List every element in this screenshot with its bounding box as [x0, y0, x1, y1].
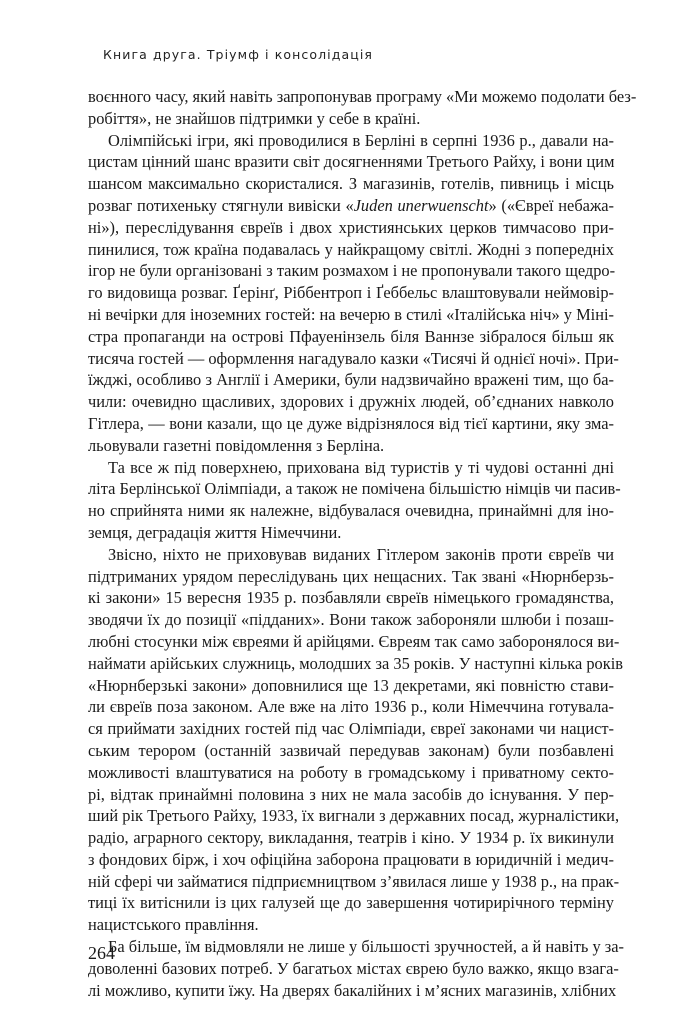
text-line: цистам цінний шанс вразити світ досягненнями Третього Райху, і вони цим — [88, 152, 615, 172]
text-line: ським терором (останній зазвичай передував законам) були позбавлені — [88, 740, 614, 760]
text-line: Звісно, ніхто не приховував виданих Гітлером законів проти євреїв чи — [108, 544, 614, 564]
text-line: чили: очевидно щасливих, здорових і дружніх людей, об’єднаних навколо — [88, 392, 614, 412]
text-line: любні стосунки між євреями й арійцями. Євреям так само заборонялося ви- — [88, 631, 620, 651]
page-number: 264 — [88, 943, 115, 963]
text-line: ший рік Третього Райху, 1933, їх вигнали з державних посад, журналістики, — [88, 806, 620, 826]
text-line: «Нюрнберзькі закони» доповнилися ще 13 декретами, які повністю стави- — [88, 675, 614, 695]
text-line: наймати арійських служниць, молодших за 35 років. У наступні кілька років — [88, 653, 623, 673]
text-line: ні вечірки для іноземних гостей: на вечерю в стилі «Італійська ніч» у Міні- — [88, 304, 614, 324]
text-line: пинилися, тож країна подавалась у найкращому світлі. Жодні з попередніх — [88, 239, 614, 259]
text-line: Гітлера, — вони казали, що це дуже відрізнялося від тієї картини, яку зма- — [88, 413, 614, 433]
text-line: доволенні базових потреб. У багатьох містах єврею було важко, якщо взага- — [88, 958, 619, 978]
running-head: Книга друга. Тріумф і консолідація — [103, 47, 374, 62]
text-line: тиці їх витіснили із цих галузей ще до завершення чотирирічного терміну — [88, 893, 614, 913]
paragraph — [88, 936, 624, 1001]
text-line: ній сфері чи займатися підприємництвом з’явилася лише у 1938 р., на прак- — [88, 871, 620, 891]
text-line: літа Берлінської Олімпіади, а також не помічена більшістю німців чи пасив- — [88, 479, 621, 499]
text-line: розваг потихеньку стягнули вивіски «Juden unerwuenscht» («Євреї небажа- — [88, 195, 614, 215]
text-line: робіття», не знайшов підтримки у себе в країні. — [88, 108, 421, 128]
paragraph — [88, 86, 637, 130]
text-line: Та все ж під поверхнею, прихована від туристів у ті чудові останні дні — [108, 457, 614, 477]
text-line: шансом максимально скористалися. З магазинів, готелів, пивниць і місць — [88, 174, 614, 194]
text-line: можливості влаштуватися на роботу в громадському і приватному секто- — [88, 762, 614, 782]
text-line: ігор не були організовані з таким розмахом і не пропонували такого щедро- — [88, 261, 616, 281]
text-line: тисяча гостей — оформлення нагадувало казки «Тисячі й однієї ночі». При- — [88, 348, 619, 368]
text-line: воєнного часу, який навіть запропонував програму «Ми можемо подолати без- — [88, 87, 637, 106]
text-line: рі, відтак принаймні половина з них не мала засобів до існування. У пер- — [88, 784, 614, 804]
paragraph — [88, 544, 623, 936]
text-line: підтриманих урядом переслідувань цих нещасних. Так звані «Нюрнберзь- — [88, 566, 614, 586]
text-line: ся приймати західних гостей під час Олімпіади, євреї законами чи нацист- — [88, 719, 614, 739]
text-line: нацистського правління. — [88, 915, 259, 935]
text-line: Олімпійські ігри, які проводилися в Берліні в серпні 1936 р., давали на- — [108, 130, 614, 150]
paragraph — [88, 457, 621, 544]
text-line: з фондових бірж, і хоч офіційна заборона працювати в юридичній і медич- — [88, 849, 614, 869]
body-text — [88, 86, 637, 1001]
text-line: лі можливо, купити їжу. На дверях бакалійних і м’ясних магазинів, хлібних — [88, 980, 617, 1000]
text-line: їжджі, особливо з Англії і Америки, були надзвичайно вражені тим, що ба- — [88, 370, 614, 390]
paragraph — [88, 130, 619, 457]
text-line: Ба більше, їм відмовляли не лише у більшості зручностей, а й навіть у за- — [108, 937, 624, 957]
text-line: земця, деградація життя Німеччини. — [88, 522, 342, 542]
text-line: го видовища розваг. Ґерінґ, Ріббентроп і Ґеббельс влаштовували неймовір- — [88, 283, 614, 303]
text-line: стра пропаганди на острові Пфауенінзель біля Ваннзе зібралося більш як — [88, 326, 614, 346]
text-line: ли євреїв поза законом. Але вже на літо 1936 р., коли Німеччина готувала- — [88, 697, 614, 717]
text-line: кі закони» 15 вересня 1935 р. позбавляли євреїв німецького громадянства, — [88, 588, 614, 608]
text-line: льовували газетні повідомлення з Берліна. — [88, 435, 385, 455]
text-line: ні»), переслідування євреїв і двох християнських церков тимчасово при- — [88, 217, 614, 237]
text-line: зводячи їх до позиції «підданих». Вони також забороняли шлюби і позаш- — [88, 610, 614, 630]
text-line: но сприйнята ними як належне, відбувалася очевидна, принаймні для іно- — [88, 501, 614, 521]
text-line: радіо, аграрного сектору, викладання, театрів і кіно. У 1934 р. їх викинули — [88, 828, 614, 848]
